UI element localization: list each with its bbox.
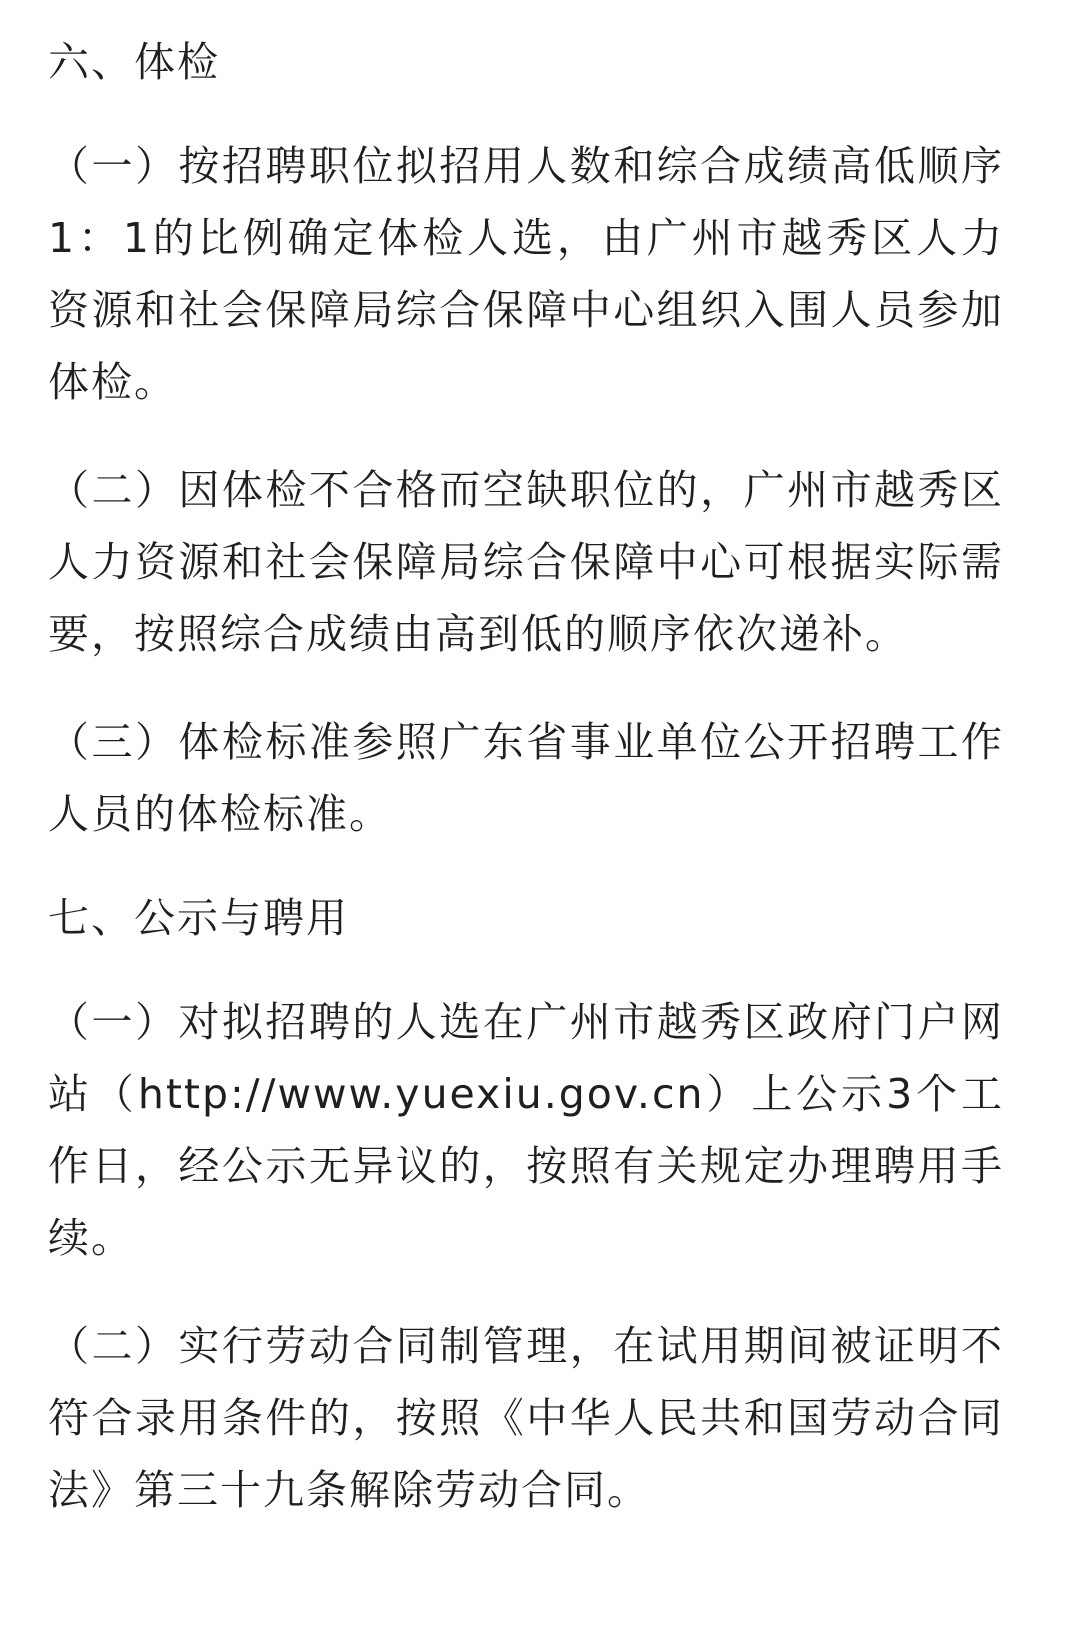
paragraph-publicity-1: （一）对拟招聘的人选在广州市越秀区政府门户网站（http://www.yuexiu.gov.cn）上公示3个工作日，经公示无异议的，按照有关规定办理聘用手续。 (48, 998, 1004, 1262)
paragraph-exam-2: （二）因体检不合格而空缺职位的，广州市越秀区人力资源和社会保障局综合保障中心可根据实际需要，按照综合成绩由高到低的顺序依次递补。 (48, 466, 1004, 658)
paragraph-exam-1: （一）按招聘职位拟招用人数和综合成绩高低顺序1：1的比例确定体检人选，由广州市越秀区人力资源和社会保障局综合保障中心组织入围人员参加体检。 (48, 142, 1004, 406)
paragraph-exam-3: （三）体检标准参照广东省事业单位公开招聘工作人员的体检标准。 (48, 718, 1004, 838)
section-heading-publicity-employment: 七、公示与聘用 (48, 894, 349, 942)
section-heading-physical-exam: 六、体检 (48, 38, 220, 86)
paragraph-publicity-2: （二）实行劳动合同制管理，在试用期间被证明不符合录用条件的，按照《中华人民共和国劳动合同法》第三十九条解除劳动合同。 (48, 1322, 1004, 1514)
